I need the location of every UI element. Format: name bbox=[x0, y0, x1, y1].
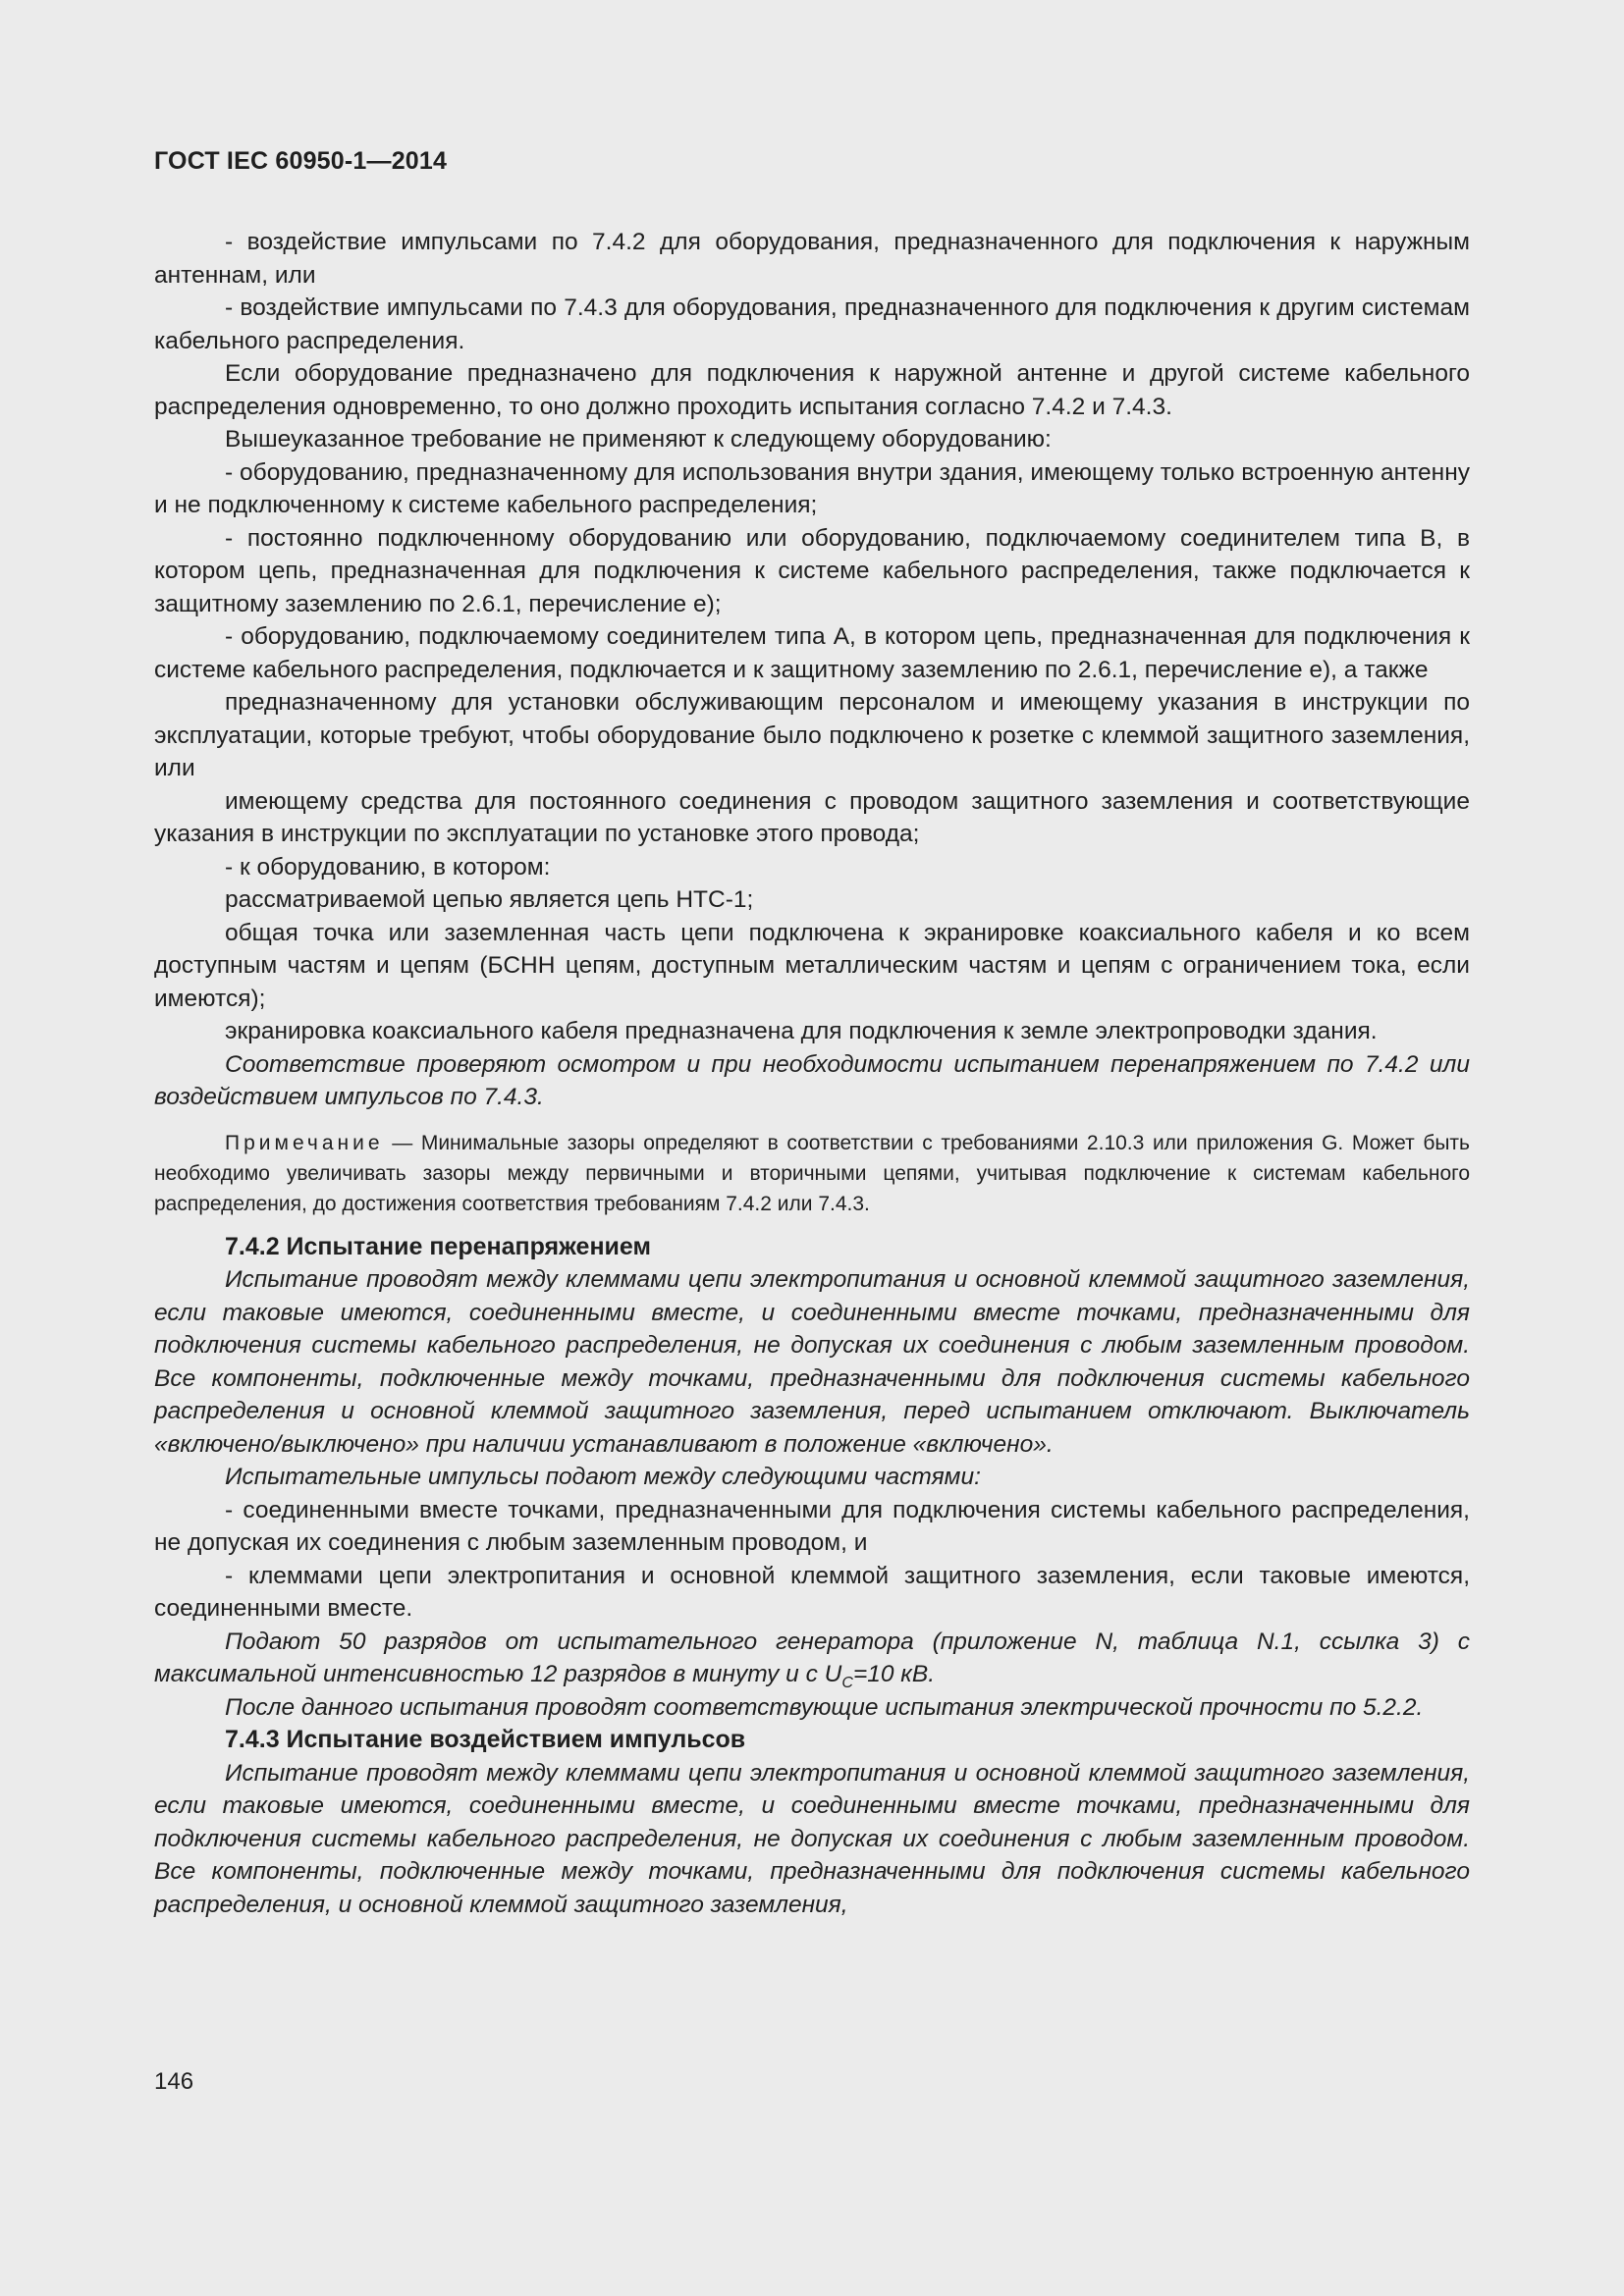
paragraph-2: - воздействие импульсами по 7.4.3 для оборудования, предназначенного для подключения к другим системам кабельного распределения. bbox=[154, 294, 1470, 354]
section-742-p5-text: Подают 50 разрядов от испытательного генератора (приложение N, таблица N.1, ссылка 3) с максимальной интенсивностью 12 разрядов в минуту и с U bbox=[154, 1628, 1470, 1687]
paragraph-5: - оборудованию, предназначенному для использования внутри здания, имеющему только встроенную антенну и не подключенному к системе кабельного распределения; bbox=[154, 458, 1470, 518]
paragraph-12: общая точка или заземленная часть цепи подключена к экранировке коаксиального кабеля и ко всем доступным частям и цепям (БСНН цепям, доступным металлическим частям и цепям с ограничением тока, если имеются); bbox=[154, 919, 1470, 1012]
section-heading-742: 7.4.2 Испытание перенапряжением bbox=[225, 1232, 651, 1260]
note-label: Примечание bbox=[225, 1131, 384, 1154]
section-742-p3: - соединенными вместе точками, предназначенными для подключения системы кабельного распределения, не допуская их соединения с любым заземленным проводом, и bbox=[154, 1496, 1470, 1556]
voltage-subscript: C bbox=[841, 1674, 853, 1691]
section-heading-743: 7.4.3 Испытание воздействием импульсов bbox=[225, 1726, 746, 1753]
document-body bbox=[154, 226, 1470, 1921]
section-742-p2: Испытательные импульсы подают между следующими частями: bbox=[225, 1464, 981, 1490]
note bbox=[154, 1128, 1470, 1219]
section-743-p1: Испытание проводят между клеммами цепи электропитания и основной клеммой защитного заземления, если таковые имеются, соединенными вместе, и соединенными вместе точками, предназначенными для подключения системы кабельного распределения, не допуская их соединения с любым заземленным проводом. Все компоненты, подключенные между точками, предназначенными для подключения системы кабельного распределения, и основной клеммой защитного заземления, bbox=[154, 1759, 1470, 1918]
section-742-p6: После данного испытания проводят соответствующие испытания электрической прочности по 5.2.2. bbox=[225, 1693, 1424, 1721]
document-header: ГОСТ IEC 60950-1—2014 bbox=[154, 147, 448, 175]
section-742-p5-value: =10 кВ. bbox=[852, 1661, 936, 1687]
paragraph-3: Если оборудование предназначено для подключения к наружной антенне и другой системе кабельного распределения одновременно, то оно должно проходить испытания согласно 7.4.2 и 7.4.3. bbox=[154, 360, 1470, 420]
page-number: 146 bbox=[154, 2068, 194, 2095]
paragraph-9: имеющему средства для постоянного соединения с проводом защитного заземления и соответствующие указания в инструкции по эксплуатации по установке этого провода; bbox=[154, 787, 1470, 847]
compliance-paragraph: Соответствие проверяют осмотром и при необходимости испытанием перенапряжением по 7.4.2 или воздействием импульсов по 7.4.3. bbox=[154, 1050, 1470, 1110]
paragraph-1: - воздействие импульсами по 7.4.2 для оборудования, предназначенного для подключения к наружным антеннам, или bbox=[154, 229, 1470, 289]
note-dash: — bbox=[383, 1131, 421, 1154]
paragraph-7: - оборудованию, подключаемому соединителем типа А, в котором цепь, предназначенная для подключения к системе кабельного распределения, подключается и к защитному заземлению по 2.6.1, перечисление е), а также bbox=[154, 623, 1470, 683]
note-text: Минимальные зазоры определяют в соответствии с требованиями 2.10.3 или приложения G. Может быть необходимо увеличивать зазоры между первичными и вторичными цепями, учитывая подключение к системам кабельного распределения, до достижения соответствия требованиям 7.4.2 или 7.4.3. bbox=[154, 1131, 1470, 1215]
section-742-p4: - клеммами цепи электропитания и основной клеммой защитного заземления, если таковые имеются, соединенными вместе. bbox=[154, 1562, 1470, 1622]
paragraph-8: предназначенному для установки обслуживающим персоналом и имеющему указания в инструкции по эксплуатации, которые требуют, чтобы оборудование было подключено к розетке с клеммой защитного заземления, или bbox=[154, 689, 1470, 781]
section-742-p5 bbox=[154, 1626, 1470, 1691]
paragraph-4: Вышеуказанное требование не применяют к следующему оборудованию: bbox=[225, 426, 1052, 453]
paragraph-13: экранировка коаксиального кабеля предназначена для подключения к земле электропроводки здания. bbox=[225, 1018, 1378, 1044]
paragraph-10: - к оборудованию, в котором: bbox=[225, 853, 551, 881]
paragraph-11: рассматриваемой цепью является цепь НТС-1; bbox=[225, 886, 754, 913]
section-742-p1: Испытание проводят между клеммами цепи электропитания и основной клеммой защитного заземления, если таковые имеются, соединенными вместе, и соединенными вместе точками, предназначенными для подключения системы кабельного распределения, не допуская их соединения с любым заземленным проводом. Все компоненты, подключенные между точками, предназначенными для подключения системы кабельного распределения и основной клеммой защитного заземления, перед испытанием отключают. Выключатель «включено/выключено» при наличии устанавливают в положение «включено». bbox=[154, 1266, 1470, 1458]
paragraph-6: - постоянно подключенному оборудованию или оборудованию, подключаемому соединителем типа В, в котором цепь, предназначенная для подключения к системе кабельного распределения, также подключается к защитному заземлению по 2.6.1, перечисление е); bbox=[154, 524, 1470, 617]
